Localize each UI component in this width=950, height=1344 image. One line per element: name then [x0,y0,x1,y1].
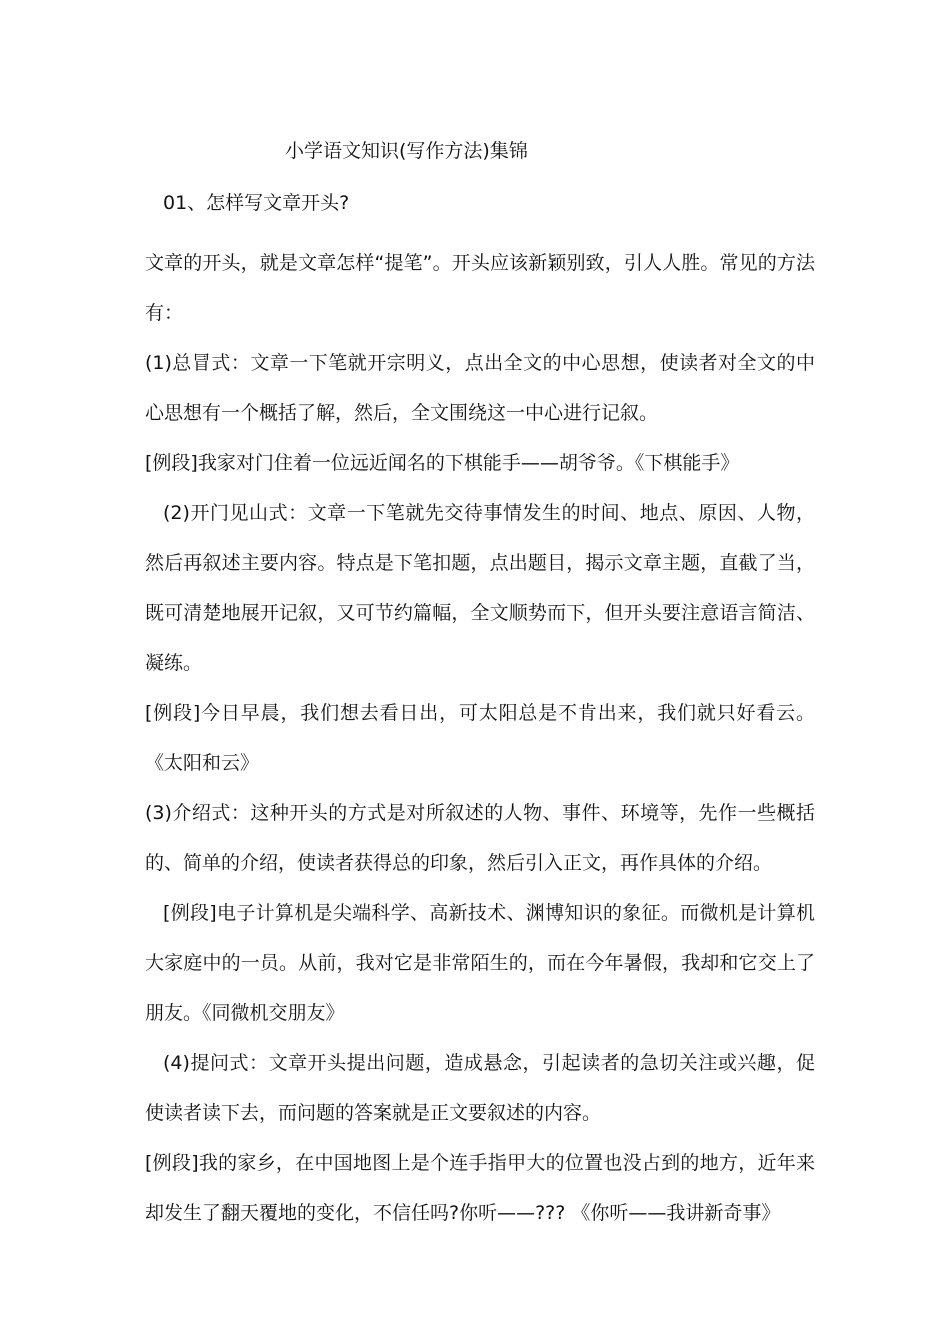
example-1: [例段]我家对门住着一位远近闻名的下棋能手——胡爷爷。《下棋能手》 [145,452,740,474]
paragraph-method-1: (1)总冒式：文章一下笔就开宗明义，点出全文的中心思想，使读者对全文的中心思想有一个概括了解，然后，全文围绕这一中心进行记叙。 [145,352,815,424]
paragraph-intro: 文章的开头，就是文章怎样“提笔”。开头应该新颖别致，引人人胜。常见的方法有： [145,252,815,324]
paragraph-method-4: (4)提问式：文章开头提出问题，造成悬念，引起读者的急切关注或兴趣，促使读者读下去，而问题的答案就是正文要叙述的内容。 [145,1052,815,1124]
section-heading: 01、怎样写文章开头? [163,192,350,214]
example-2: [例段]今日早晨，我们想去看日出，可太阳总是不肯出来，我们就只好看云。《太阳和云》 [145,702,815,774]
paragraph-method-2: (2)开门见山式：文章一下笔就先交待事情发生的时间、地点、原因、人物，然后再叙述主要内容。特点是下笔扣题，点出题目，揭示文章主题，直截了当，既可清楚地展开记叙，又可节约篇幅，全文顺势而下，但开头要注意语言简洁、凝练。 [145,502,815,674]
document-body [145,138,815,1238]
paragraph-method-3: (3)介绍式：这种开头的方式是对所叙述的人物、事件、环境等，先作一些概括的、简单的介绍，使读者获得总的印象，然后引入正文，再作具体的介绍。 [145,802,815,874]
document-title: 小学语文知识(写作方法)集锦 [285,140,528,162]
example-4: [例段]我的家乡，在中国地图上是个连手指甲大的位置也没占到的地方，近年来却发生了翻天覆地的变化，不信任吗?你听——??? 《你听——我讲新奇事》 [145,1152,815,1224]
example-3: [例段]电子计算机是尖端科学、高新技术、渊博知识的象征。而微机是计算机大家庭中的一员。从前，我对它是非常陌生的，而在今年暑假，我却和它交上了朋友。《同微机交朋友》 [145,902,815,1024]
